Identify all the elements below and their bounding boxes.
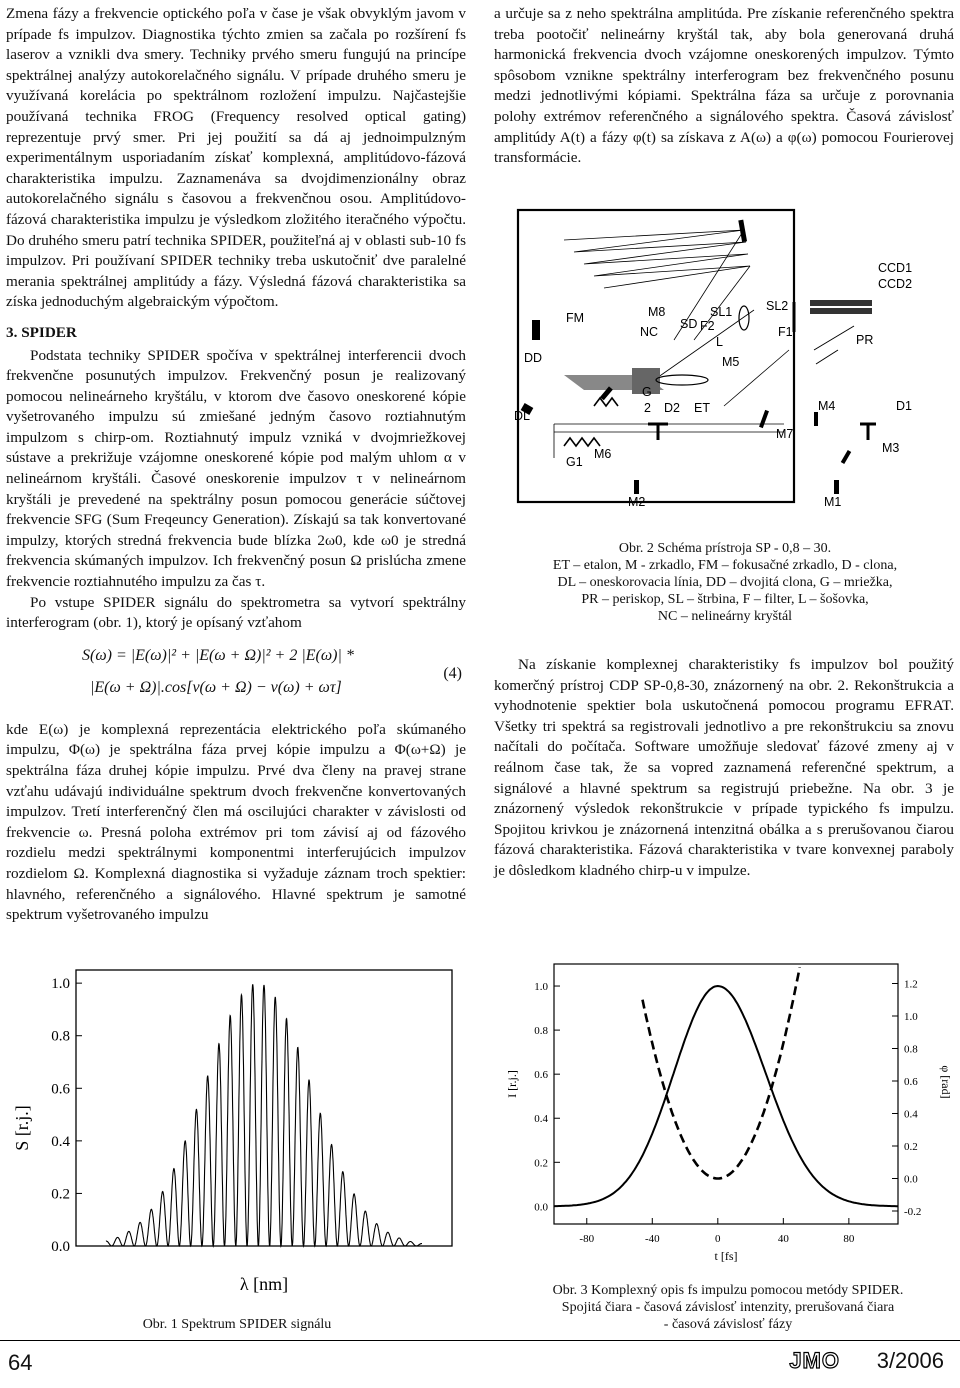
y-tick-label: 1.0 [51,976,70,993]
y2-tick-label: 0.8 [904,1043,918,1056]
label-d2: D2 [664,401,680,415]
x-axis-label: t [fs] [714,1249,738,1263]
equation-number: (4) [443,664,462,682]
x-tick-label: -40 [644,1233,660,1245]
phase-curve [643,967,800,1178]
paragraph: kde E(ω) je komplexná reprezentácia elektrického poľa skúmaného impulzu, Φ(ω) je spektrálna fáza prvej kópie impulzu a Φ(ω+Ω) je spektrálna fáza druhej kópie impulzu. Prvé dva členy na pravej strane vzťahu udávajú individuálne spektrum dvoch frekvenčne konvertovaných impulzov. Tretí interferenčný člen má oscilujúci charakter v závislosti od frekvencie ω. Presná poloha extrémov pri tom závisí aj od fázového rozdielu medzi spektrálnymi komponentmi interferujúcich impulzov rozdielom Ω. Komplexná diagnostika si vyžaduje záznam troch spektier: hlavného, referenčného a signálového. Hlavné spektrum je samotné spektrum vyšetrovaného impulzu [6,720,466,924]
label-sl2: SL2 [766,299,789,313]
paragraph: a určuje sa z neho spektrálna amplitúda. Pre získanie referenčného spektra treba pootočiť nelineárny kryštál tak, aby bola generovaná druhá harmonická frekvencia dvoch vzájomne oneskorených impulzov. Týmto spôsobom vznikne spektrálny interferogram bez frekvenčného posunu medzi jednotlivými kópiami. Spektrálna fáza sa určuje z porovnania polohy extrémov referenčného a signálového spektra. Časová závislosť amplitúdy A(t) a fázy φ(t) sa získava z A(ω) a φ(ω) pomocou Fourierovej transformácie. [494,5,954,167]
label-g-2: 2 [644,401,651,415]
label-m4: M4 [818,399,836,413]
x-tick-label: 40 [777,1233,789,1245]
label-fm: FM [566,311,585,325]
x-tick-label: 0 [715,1233,721,1245]
x-axis-label: λ [nm] [239,1274,289,1294]
label-dl: DL [514,409,530,423]
label-ccd1: CCD1 [878,261,913,275]
label-m7: M7 [776,427,794,441]
equation-line-2: |E(ω + Ω)|.cos[ν(ω + Ω) − ν(ω) + ωτ] [90,678,342,696]
figure-1-chart [2,958,472,1308]
label-m2: M2 [628,495,646,509]
y-tick-label: 0.4 [51,1133,70,1150]
label-m1: M1 [824,495,842,509]
y2-tick-label: 1.2 [904,978,918,991]
section-heading: 3. SPIDER [6,323,77,341]
caption-title: Obr. 2 Schéma prístroja SP - 0,8 – 30. [618,541,832,556]
caption-line: - časová závislosť fázy [663,1317,793,1332]
caption-legend-line: ET – etalon, M - zrkadlo, FM – fokusačné zrkadlo, D - clona, [552,558,898,573]
y2-axis-label: φ [rad] [939,1065,953,1099]
label-ccd2: CCD2 [878,277,913,291]
paragraph: Podstata techniky SPIDER spočíva v spektrálnej interferencii dvoch frekvenčne posunutých impulzov. Frekvenčný posun je realizovaný pomocou nelineárneho kryštálu, v ktorom dve časovo oneskorené kópie vyšetrovaného impulzu sú zmiešané jedným časovo roztiahnutým impulzom s chirp-om. Roztiahnutý impulz vzniká v dvojmriežkovej sústave a prekrižuje vzájomne oneskorené kópie pod malým uhlom α v nelineárnom kryštáli. Časové oneskorenie impulzov τ v nelineárnom kryštáli je prevedené na spektrálny posun pomocou generácie súčtovej frekvencie SFG (Sum Freqeuncy Generation). Získajú sa tak konvertované impulzy, ktorých stredná frekvencia bude blízka 2ω0, kde ω0 je stredná frekvencia skúmaných impulzov. Ich frekvenčný posun Ω prislúcha zmene frekvencie roztiahnutého impulzu za čas τ. [6,346,466,591]
figure-3-chart [498,954,958,1274]
caption-legend-line: DL – oneskorovacia línia, DD – dvojitá clona, G – mriežka, [557,575,893,590]
intensity-curve [554,986,898,1206]
left-column [6,4,466,926]
figure-3-caption [498,1282,958,1333]
y-axis-label: S [r.j.] [12,1105,32,1151]
figure-2-caption [494,540,956,625]
label-et: ET [694,401,710,415]
caption-line: Spojitá čiara - časová závislosť intenzity, prerušovaná čiara [561,1300,895,1315]
y2-tick-label: 0.0 [904,1173,918,1186]
paragraph: Po vstupe SPIDER signálu do spektrometra sa vytvorí spektrálny interferogram (obr. 1), ktorý je opísaný vzťahom [6,593,466,632]
label-m5: M5 [722,355,740,369]
figure-1-caption [2,1316,472,1333]
label-l: L [716,335,723,349]
equation-line-1: S(ω) = |E(ω)|² + |E(ω + Ω)|² + 2 |E(ω)| * [82,646,354,664]
x-tick-label: -80 [579,1233,595,1245]
y-tick-label: 0.2 [534,1157,548,1170]
label-f1: F1 [778,325,793,339]
y-tick-label: 0.6 [534,1069,548,1082]
y-tick-label: 0.8 [51,1028,70,1045]
caption-title: Obr. 1 Spektrum SPIDER signálu [142,1317,332,1332]
y-tick-label: 0.8 [534,1025,548,1038]
right-column-middle [494,655,954,882]
spectrum-curve [106,984,422,1246]
issue-number: 3/2006 [876,1348,944,1373]
y-tick-label: 0.4 [534,1113,548,1126]
y2-tick-label: -0.2 [904,1206,922,1218]
x-tick-label: 80 [843,1233,855,1245]
y-tick-label: 0.6 [51,1081,70,1098]
label-pr: PR [856,333,874,347]
y2-tick-label: 1.0 [904,1011,918,1023]
right-column-top [494,4,954,169]
footer-rule [0,1340,960,1341]
figure-2-diagram [494,200,956,520]
journal-logo: JMO [789,1348,840,1373]
page-number: 64 [8,1350,33,1375]
label-m3: M3 [882,441,900,455]
y2-tick-label: 0.4 [904,1108,918,1121]
label-nc: NC [640,325,659,339]
y-tick-label: 0.2 [51,1186,70,1203]
y-tick-label: 1.0 [534,981,548,994]
caption-line: Obr. 3 Komplexný opis fs impulzu pomocou metódy SPIDER. [552,1283,904,1298]
label-g: G [642,385,652,399]
label-m6: M6 [594,447,612,461]
paragraph: Na získanie komplexnej charakteristiky fs impulzov bol použitý komerčný prístroj CDP SP-0,8-30, znázornený na obr. 2. Rekonštrukcia a vyhodnotenie spektier bola uskutočnená pomocou programu EFRAT. Všetky tri spektrá sa registrovali jednotlivo a pre rekonštrukciu sa znovu načítali do počítača. Software umožňuje sledovať fázové zmeny aj v reálnom čase tak, že sa vopred zaznamená referenčné spektrum, a signálové a hlavné spektrum sa registrujú priebežne. Na obr. 3 je znázornený výsledok rekonštrukcie v prípade typického fs impulzu. Spojitou krivkou je znázornená intenzitná obálka a s prerušovanou čiarou fázová charakteristika. Fázová charakteristika v tvare konvexnej paraboly je dôsledkom kladného chirp-u v impulze. [494,656,954,879]
equation-4 [6,646,466,708]
y-tick-label: 0.0 [51,1239,70,1255]
y-tick-label: 0.0 [534,1201,548,1214]
label-g1: G1 [566,455,583,469]
label-sl1: SL1 [710,305,733,319]
y2-tick-label: 0.2 [904,1141,918,1153]
label-dd: DD [524,351,543,365]
y2-tick-label: 0.6 [904,1076,918,1088]
y-axis-label: I [r.j.] [505,1070,519,1098]
label-m8: M8 [648,305,666,319]
label-d1: D1 [896,399,912,413]
caption-legend-line: NC – nelineárny kryštál [657,609,793,624]
label-f2: F2 [700,319,715,333]
caption-legend-line: PR – periskop, SL – štrbina, F – filter, L – šošovka, [581,592,869,607]
label-sd: SD [680,317,698,331]
paragraph: Zmena fázy a frekvencie optického poľa v čase je však obvyklým javom v prípade fs impulzov. Diagnostika týchto zmien sa začala po rozšírení fs laserov a vznikli dva smery. Techniky prvého smeru fungujú na princípe spektrálnej analýzy autokorelačného signálu. V prípade druhého smeru je využívaná korelácia po spektrálnom rozložení impulzu. Najčastejšie používaná technika FROG (Frequency resolved optical gating) reprezentuje prvý smer. Pri jej použití sa dá aj jednoimpulzným experimentálnym usporiadaním získať komplexná, amplitúdovo-fázová charakteristika impulzu. Zaznamenáva sa dvojdimenzionálny obraz autokorelačného signálu s časovou a frekvenčnou osou. Amplitúdovo- fázová charakteristika impulzu je výsledkom zložitého iteračného výpočtu. Do druhého smeru patrí technika SPIDER, použiteľná aj v oblasti sub-10 fs impulzov. Pri používaní SPIDER techniky treba uskutočniť dve paralelné merania spektrálnej amplitúdy a fázy. Výsledná fázová charakteristika sa získa jednoduchým algebraickým výpočtom. [6,5,466,311]
